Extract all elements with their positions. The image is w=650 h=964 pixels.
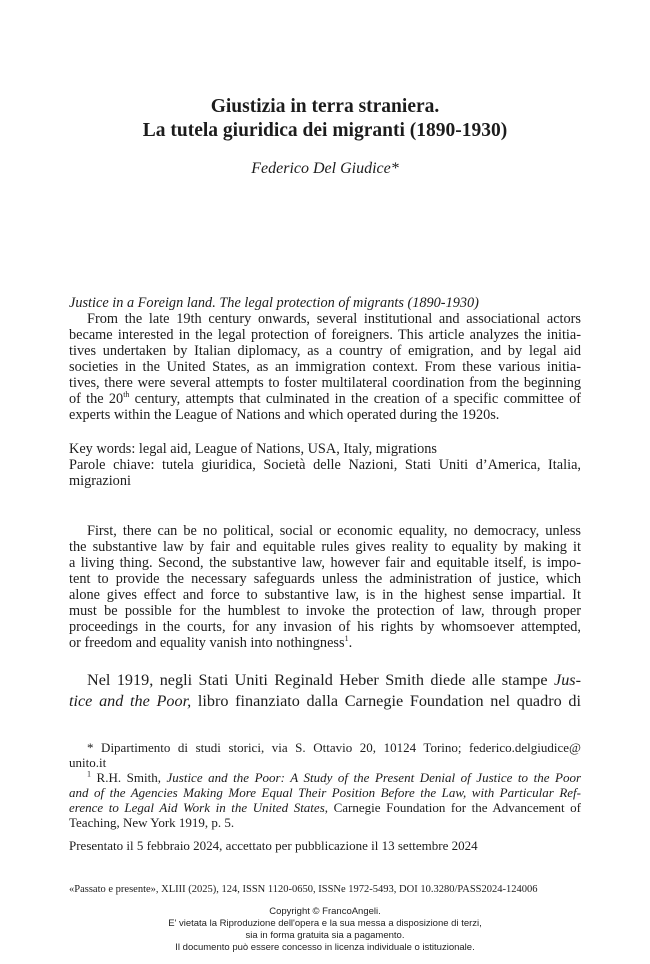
quote-line-text: . [348, 635, 353, 651]
article-title-line-1: Giustizia in terra straniera. [210, 96, 440, 117]
copyright-line: Il documento può essere concesso in licenza individuale o istituzionale. [175, 942, 475, 953]
abstract-line: tives, there were several attempts to foster multilateral coordination from the beginning [69, 375, 581, 391]
quote-line: the substantive law by fair and equitable rules gives reality to equality by making it [69, 539, 581, 555]
abstract-line-text: attempts that culminated in the creation of a specific committee of [185, 391, 582, 407]
quote-line: a living thing. Second, the substantive law, however fair and equitable itself, is impo- [69, 555, 581, 571]
footnote-1: and of the Agencies Making More Equal Their Position Before the Law, with Particular Ref- [69, 785, 581, 800]
quote-line [69, 635, 581, 651]
quote-line-text: or freedom and equality vanish into nothingness [69, 635, 345, 651]
abstract-line: experts within the League of Nations and which operated during the 1920s. [69, 407, 500, 423]
footnote-marker: 1 [87, 769, 91, 779]
quote-line: First, there can be no political, social or economic equality, no democracy, unless [87, 523, 581, 539]
body-text-italic: Jus- [554, 671, 581, 689]
quote-line: tent to provide the necessary safeguards unless the administration of justice, which [69, 571, 581, 587]
quote-line: proceedings in the courts, for any invasion of his rights by whomsoever attempted, [69, 619, 581, 635]
abstract-line: tives undertaken by Italian diplomacy, as a country of emigration, and by legal aid [69, 343, 581, 359]
footnote-1 [69, 770, 581, 785]
quote-line: alone gives effect and force to substantive law, is in the highest sense impartial. It [69, 587, 581, 603]
abstract-title: Justice in a Foreign land. The legal protection of migrants (1890-1930) [69, 295, 479, 311]
superscript: th [123, 390, 130, 400]
keywords-italian: Parole chiave: tutela giuridica, Società delle Nazioni, Stati Uniti d’America, Italia, [69, 457, 581, 473]
body-line [69, 671, 581, 690]
article-title-line-2: La tutela giuridica dei migranti (1890-1930) [142, 120, 508, 141]
copyright-line: Copyright © FrancoAngeli. [269, 906, 381, 917]
body-text-italic: tice and the Poor, [69, 692, 192, 710]
footnote-text-italic: Justice and the Poor: A Study of the Present Denial of Justice to the Poor [166, 770, 581, 785]
journal-citation: «Passato e presente», XLIII (2025), 124, ISSN 1120-0650, ISSNe 1972-5493, DOI 10.3280/PASS2024-124006 [69, 884, 538, 895]
footnote-author: unito.it [69, 755, 107, 770]
footnote-1: Teaching, New York 1919, p. 5. [69, 815, 235, 830]
footnote-text: , Carnegie Foundation for the Advancement of [324, 800, 582, 815]
footnote-ref: 1 [344, 634, 349, 644]
keywords-english: Key words: legal aid, League of Nations, USA, Italy, migrations [69, 441, 437, 457]
footnote-text: R.H. Smith, [91, 770, 167, 785]
abstract-line-text: of the 20 [69, 391, 124, 407]
footnote-author: * Dipartimento di studi storici, via S. Ottavio 20, 10124 Torino; federico.delgiudice@ [87, 740, 581, 755]
author-name: Federico Del Giudice* [251, 160, 399, 177]
keywords-italian: migrazioni [69, 473, 131, 489]
footnote-1 [69, 800, 581, 815]
copyright-line: sia in forma gratuita sia a pagamento. [245, 930, 405, 941]
submission-note: Presentato il 5 febbraio 2024, accettato per pubblicazione il 13 settembre 2024 [69, 838, 478, 853]
body-text: libro finanziato dalla Carnegie Foundation nel quadro di [191, 692, 581, 710]
quote-line: must be possible for the humblest to invoke the protection of law, through proper [69, 603, 581, 619]
footnote-text-italic: erence to Legal Aid Work in the United States [69, 800, 325, 815]
copyright-line: E' vietata la Riproduzione dell'opera e la sua messa a disposizione di terzi, [168, 918, 482, 929]
body-line [69, 692, 581, 711]
abstract-line [69, 391, 581, 407]
abstract-line: societies in the United States, as an immigration context. From these various initia- [69, 359, 581, 375]
abstract-line: became interested in the legal protection of foreigners. This article analyzes the initia- [69, 327, 581, 343]
body-text: Nel 1919, negli Stati Uniti Reginald Heber Smith diede alle stampe [87, 671, 555, 689]
abstract-line: From the late 19th century onwards, several institutional and associational actors [87, 311, 581, 327]
abstract-line-text: century, [129, 391, 181, 407]
